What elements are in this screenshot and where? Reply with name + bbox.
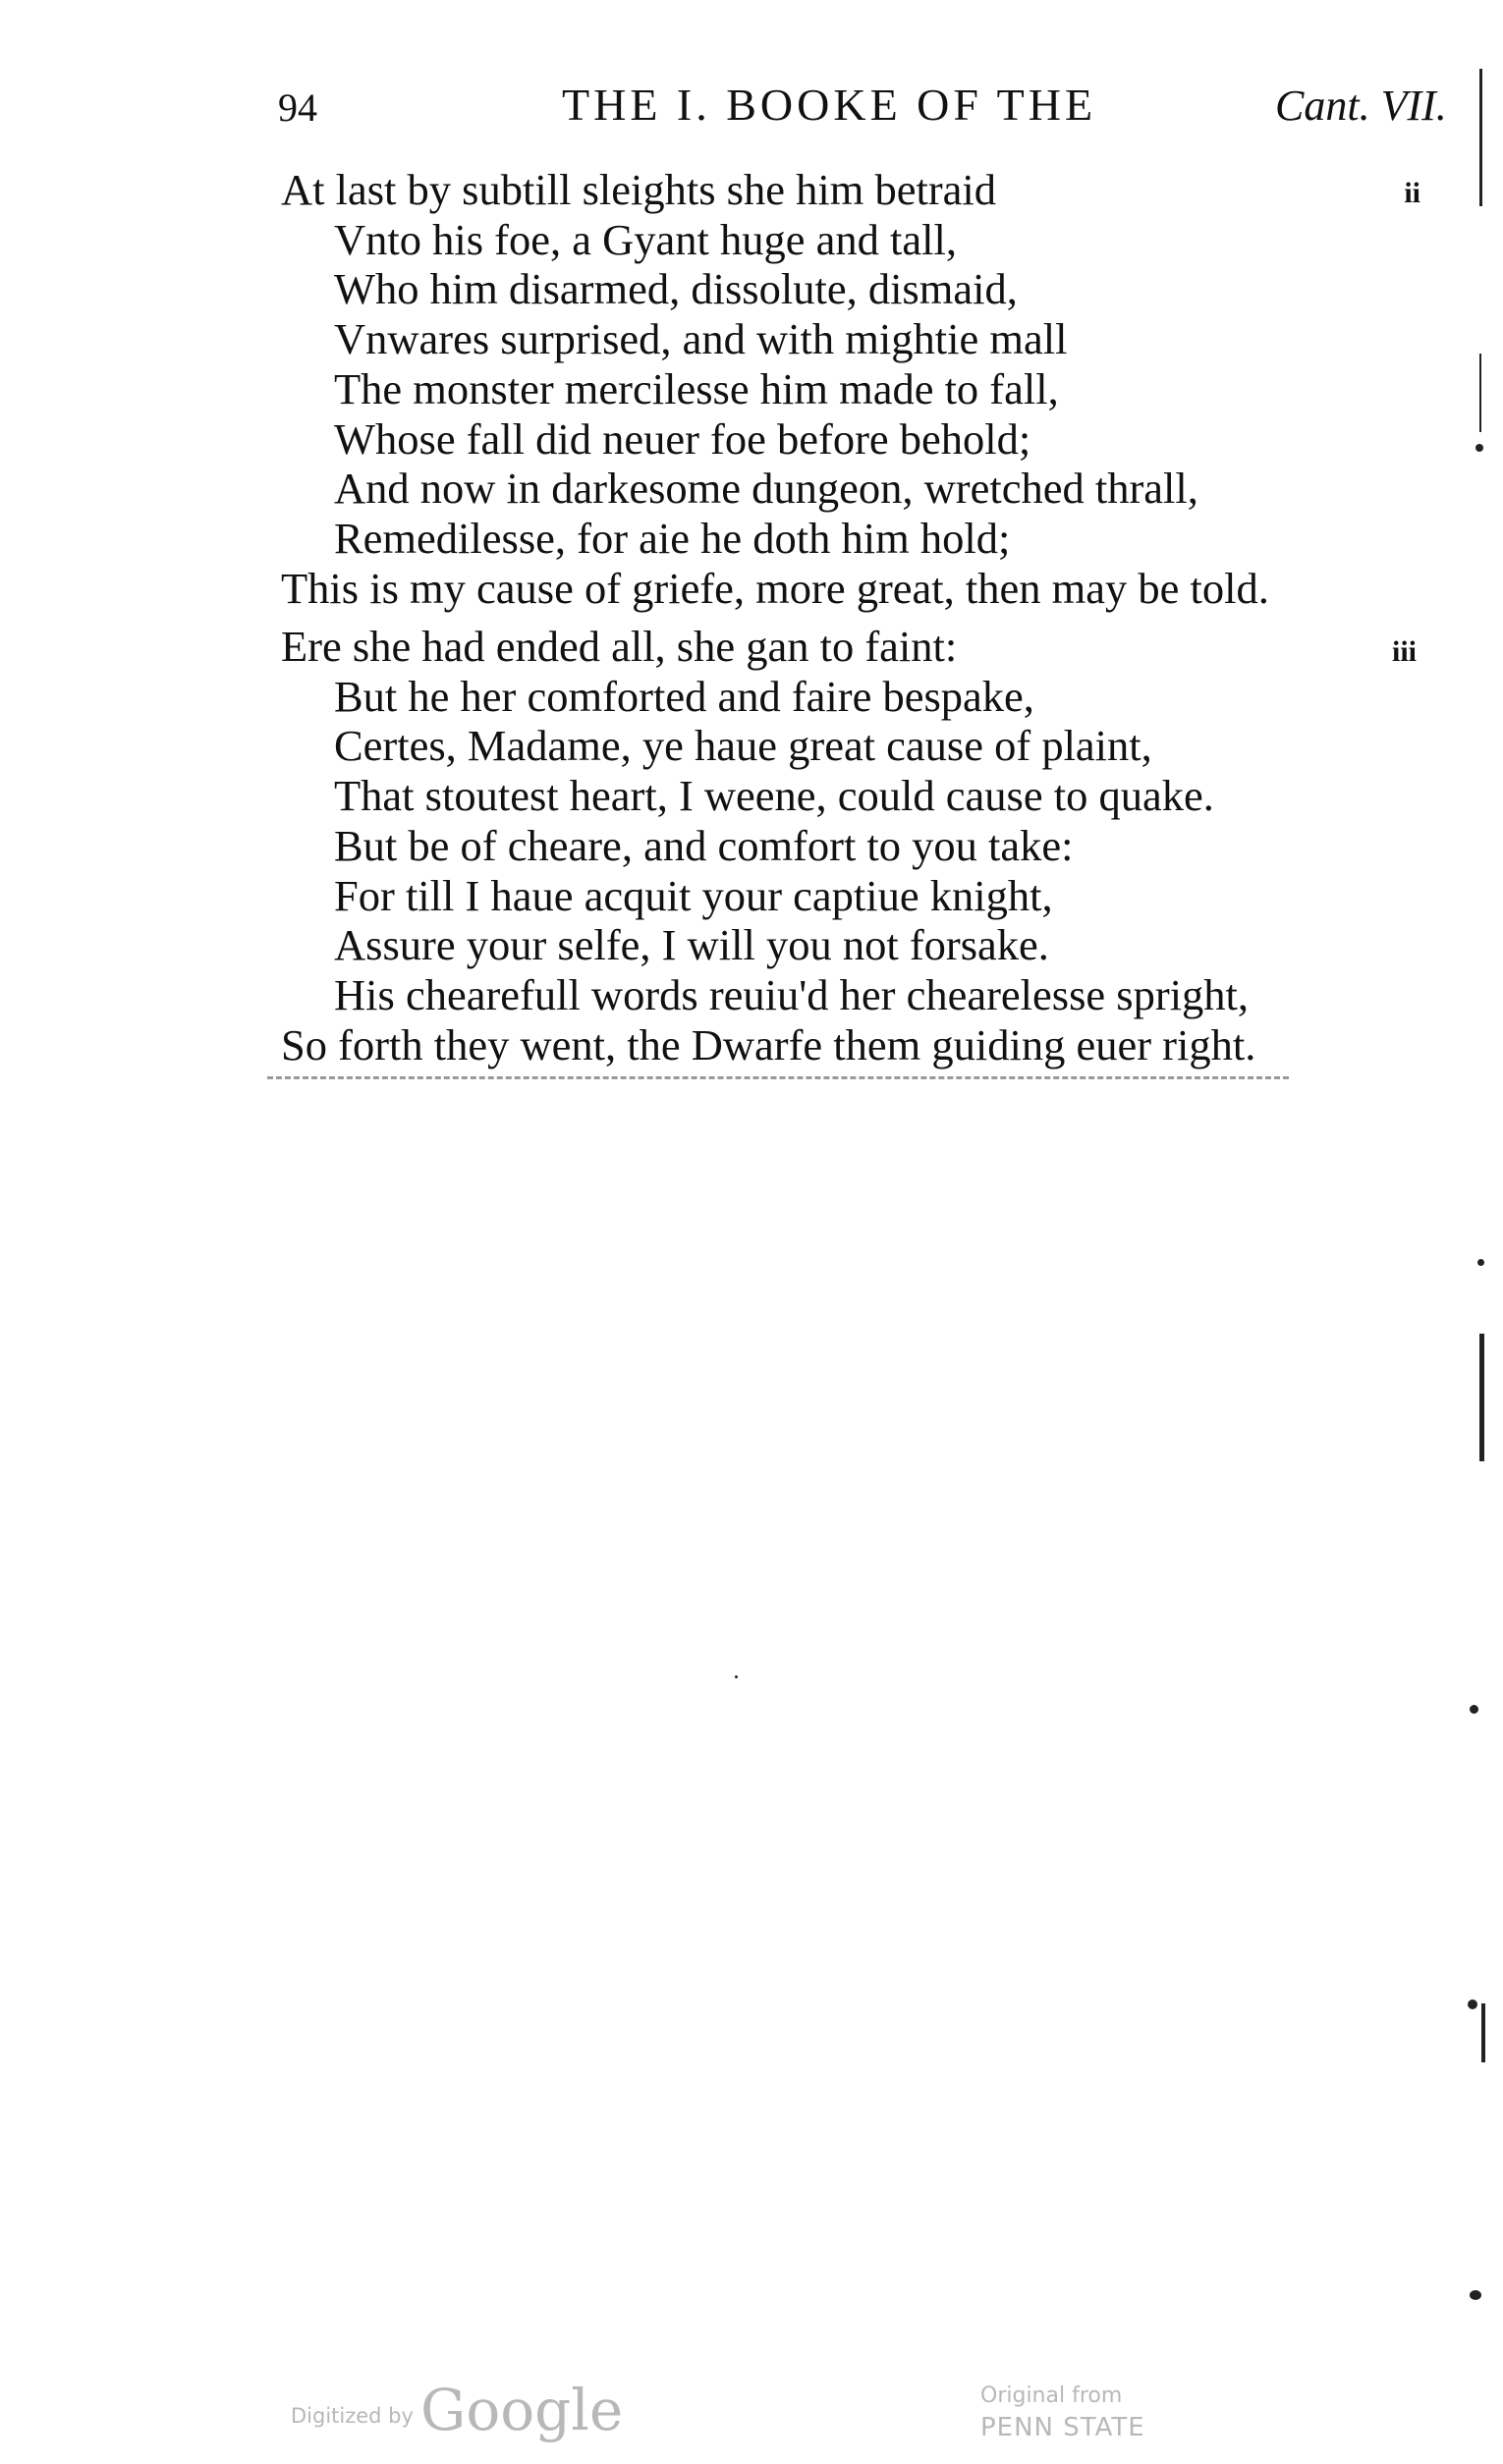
institution-name: PENN STATE xyxy=(980,2413,1145,2442)
verse-line: For till I haue acquit your captiue knight, xyxy=(334,870,1053,920)
print-underline-smudge xyxy=(267,1072,1289,1079)
verse-line: Vnwares surprised, and with mightie mall xyxy=(334,314,1068,364)
ink-speck xyxy=(1475,444,1483,452)
running-head: THE I. BOOKE OF THE xyxy=(562,80,1097,130)
page-number: 94 xyxy=(278,85,317,130)
ink-speck xyxy=(1468,1999,1477,2009)
verse-line: The monster mercilesse him made to fall, xyxy=(334,363,1059,413)
verse-line: Certes, Madame, ye haue great cause of plaint, xyxy=(334,721,1152,771)
scan-edge-mark xyxy=(1481,2003,1485,2062)
verse-line: And now in darkesome dungeon, wretched thrall, xyxy=(334,464,1198,514)
verse-line: Whose fall did neuer foe before behold; xyxy=(334,413,1031,464)
stanza-marker: iii xyxy=(1391,635,1417,668)
verse-line: Ere she had ended all, she gan to faint: xyxy=(281,622,958,671)
stanza-marker: ii xyxy=(1404,177,1420,209)
verse-line: So forth they went, the Dwarfe them guiding euer right. xyxy=(281,1019,1256,1069)
verse-line: But he her comforted and faire bespake, xyxy=(334,671,1034,721)
verse-line: That stoutest heart, I weene, could cause to quake. xyxy=(334,771,1214,821)
ink-speck xyxy=(1477,1259,1484,1266)
verse-line: Who him disarmed, dissolute, dismaid, xyxy=(334,264,1018,314)
original-source xyxy=(980,2381,1145,2443)
canto-label: Cant. VII. xyxy=(1275,82,1447,130)
scan-edge-mark xyxy=(1479,1334,1484,1461)
stanza xyxy=(281,165,1420,613)
verse-line: At last by subtill sleights she him betraid xyxy=(281,165,997,214)
scan-edge-mark xyxy=(1479,69,1482,206)
verse-line: His chearefull words reuiu'd her chearelesse spright, xyxy=(334,969,1250,1019)
ink-speck xyxy=(1470,1705,1478,1714)
scan-edge-mark xyxy=(1479,354,1481,432)
verse-line: Vnto his foe, a Gyant huge and tall, xyxy=(334,214,957,264)
verse-line: Assure your selfe, I will you not forsake. xyxy=(334,920,1049,970)
original-from-label: Original from xyxy=(980,2383,1123,2408)
stanza xyxy=(281,622,1420,1069)
verse-line: But be of cheare, and comfort to you take: xyxy=(334,820,1074,870)
verse-line: This is my cause of griefe, more great, then may be told. xyxy=(281,563,1269,613)
ink-speck xyxy=(1470,2290,1481,2300)
google-logo: Google xyxy=(420,2377,624,2443)
ink-speck xyxy=(735,1675,738,1678)
verse-line: Remedilesse, for aie he doth him hold; xyxy=(334,513,1011,563)
digitized-by-label: Digitized by xyxy=(291,2404,414,2428)
